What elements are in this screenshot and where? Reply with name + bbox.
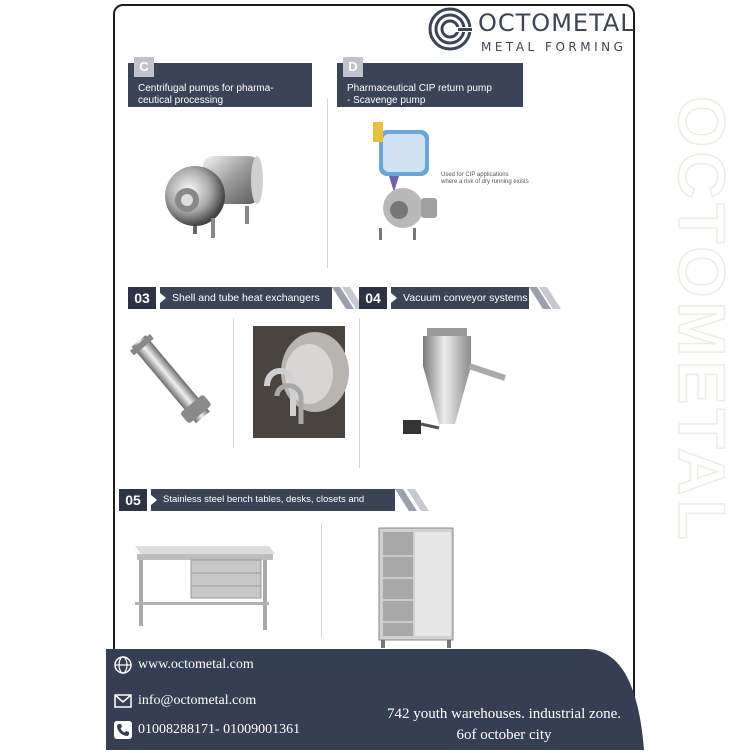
brochure-page	[113, 4, 739, 746]
brand-logo	[428, 7, 635, 59]
heat-exchanger-tube-image	[131, 328, 217, 438]
stripe-decoration	[539, 287, 561, 309]
mail-icon	[114, 692, 132, 710]
divider	[321, 523, 322, 638]
section-03-number: 03	[128, 287, 156, 309]
brand-name: OCTOMETAL	[478, 9, 635, 37]
cip-note: Used for CIP applications where a risk of dry running exists	[441, 172, 529, 185]
section-05-title: Stainless steel bench tables, desks, closets and trolleys	[151, 489, 395, 511]
brand-tagline: METAL FORMING	[481, 40, 627, 54]
section-04-title: Vacuum conveyor systems	[391, 287, 529, 309]
section-d-title: Pharmaceutical CIP return pump - Scavenge pump	[347, 83, 492, 106]
contact-footer	[106, 649, 644, 750]
email-link[interactable]: info@octometal.com	[138, 693, 257, 708]
section-d-header	[337, 59, 523, 107]
address-line-2: 6of october city	[456, 727, 552, 743]
section-c-letter: C	[134, 57, 154, 77]
vacuum-conveyor-image	[393, 324, 511, 440]
section-03-title: Shell and tube heat exchangers	[160, 287, 332, 309]
section-d-letter: D	[343, 57, 363, 77]
address	[376, 704, 632, 746]
divider	[233, 318, 234, 448]
stripe-decoration	[407, 489, 429, 511]
watermark	[635, 6, 739, 748]
cip-pump-image	[359, 116, 439, 246]
globe-icon	[114, 656, 132, 674]
section-c-header	[128, 59, 312, 107]
website-row	[114, 656, 254, 674]
heat-exchanger-unit-image	[253, 326, 345, 438]
phone-number[interactable]: 01008288171- 01009001361	[138, 722, 301, 737]
phone-row	[114, 721, 300, 739]
website-link[interactable]: www.octometal.com	[138, 657, 254, 672]
section-c-title: Centrifugal pumps for pharma- ceutical processing	[138, 83, 274, 106]
email-row	[114, 692, 256, 710]
section-05-header	[119, 489, 439, 527]
watermark-text: OCTOMETAL	[665, 96, 739, 544]
divider	[359, 318, 360, 468]
address-line-1: 742 youth warehouses. industrial zone.	[386, 706, 622, 722]
section-04-number: 04	[359, 287, 387, 309]
bench-table-image	[129, 540, 275, 634]
section-05-number: 05	[119, 489, 147, 511]
section-03-header	[128, 287, 368, 309]
divider	[327, 98, 328, 268]
section-04-header	[359, 287, 559, 309]
phone-icon	[114, 721, 132, 739]
octometal-logo-icon	[428, 7, 472, 51]
centrifugal-pump-image	[159, 146, 269, 246]
closet-image	[377, 526, 457, 650]
